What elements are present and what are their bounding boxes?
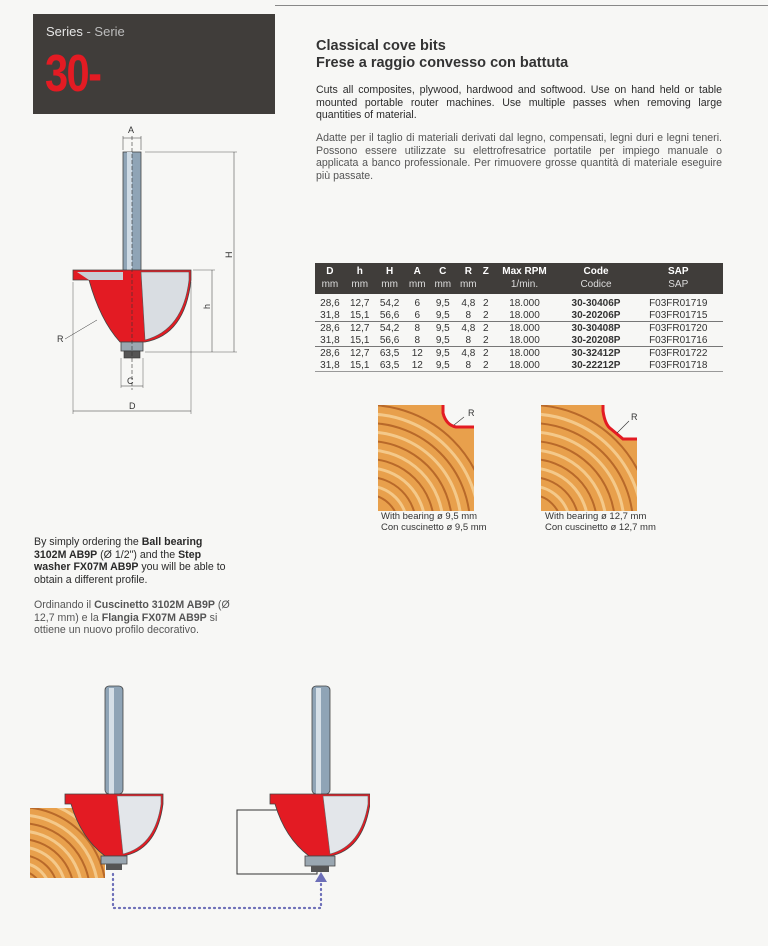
title-en: Classical cove bits: [316, 38, 446, 54]
profile-illustration-1: [378, 405, 488, 511]
cell-a: 6: [414, 297, 421, 309]
series-label: Series - Serie: [46, 24, 125, 39]
cell-c: 9,5: [430, 334, 456, 347]
cell-d: 31,8: [315, 359, 345, 372]
cell-code: 30-20206P: [559, 309, 634, 322]
col-header: A: [404, 263, 430, 278]
cell-z: 2: [482, 347, 489, 359]
cell-rpm: 18.000: [509, 322, 540, 334]
col-unit: mm: [430, 278, 456, 294]
cell-sap: F03FR01718: [634, 359, 724, 372]
col-header: Max RPM: [490, 263, 558, 278]
col-header: SAP: [634, 263, 724, 278]
cell-h: 15,1: [345, 359, 375, 372]
cell-a: 8: [414, 322, 421, 334]
title-it: Frese a raggio convesso con battuta: [316, 55, 569, 71]
col-unit: mm: [375, 278, 405, 294]
cell-code: 30-30406P: [571, 297, 621, 309]
cell-r: 8: [456, 359, 482, 372]
cell-big-h: 56,6: [375, 334, 405, 347]
product-title: [316, 38, 568, 72]
cell-c: 9,5: [435, 322, 450, 334]
table-units-row: [315, 278, 723, 294]
cell-z: 2: [482, 309, 489, 321]
cell-a: 8: [404, 334, 430, 347]
cell-sap: F03FR01722: [649, 347, 708, 359]
cell-z: 2: [482, 359, 489, 371]
cell-z: 2: [482, 322, 489, 334]
cell-d: 28,6: [320, 347, 340, 359]
description-it: Adatte per il taglio di materiali derivati dal legno, compensati, legni duri e legni teneri. Possono essere utilizzate su elettrofresatrice portatile per impiego manuale o applicata a banco professionale. Per rimuovere grosse quantità di materiale eseguire più passate.: [316, 132, 722, 182]
profile-illustration-2: [541, 405, 651, 511]
cell-r: 4,8: [461, 322, 476, 334]
cell-rpm: 18.000: [490, 309, 558, 322]
cell-h: 15,1: [345, 309, 375, 322]
profile-2-caption: [545, 511, 656, 533]
dim-big-h-label: H: [224, 251, 234, 258]
cell-r: 4,8: [461, 297, 476, 309]
cell-code: 30-20208P: [559, 334, 634, 347]
dim-a-label: A: [128, 125, 135, 135]
cell-code: 30-32412P: [571, 347, 621, 359]
col-unit: mm: [315, 278, 345, 294]
cell-rpm: 18.000: [509, 297, 540, 309]
col-unit: mm: [404, 278, 430, 294]
cell-d: 31,8: [315, 334, 345, 347]
cell-sap: F03FR01716: [634, 334, 724, 347]
col-header: Z: [481, 263, 490, 278]
profile-2-caption-it: Con cuscinetto ø 12,7 mm: [545, 522, 656, 533]
col-header: C: [430, 263, 456, 278]
profile-1-caption: [381, 511, 487, 533]
col-unit: mm: [345, 278, 375, 294]
table-row: [315, 322, 723, 335]
dim-small-h-label: h: [202, 303, 212, 309]
cell-r: 8: [456, 334, 482, 347]
bearing-swap-illustration: [25, 678, 370, 914]
cell-r: 8: [456, 309, 482, 322]
col-header: D: [315, 263, 345, 278]
table-row: [315, 347, 723, 360]
top-rule: [275, 5, 768, 6]
cell-sap: F03FR01720: [649, 322, 708, 334]
cell-h: 12,7: [350, 297, 370, 309]
cell-h: 12,7: [350, 322, 370, 334]
profile-1-caption-en: With bearing ø 9,5 mm: [381, 511, 478, 522]
bit-dimension-drawing: [45, 120, 295, 420]
cell-z: 2: [482, 334, 489, 346]
col-header: h: [345, 263, 375, 278]
cell-code: 30-22212P: [559, 359, 634, 372]
cell-rpm: 18.000: [490, 359, 558, 372]
series-number: 30-: [45, 45, 101, 103]
col-header: R: [456, 263, 482, 278]
cell-rpm: 18.000: [490, 334, 558, 347]
cell-h: 15,1: [345, 334, 375, 347]
table-header-row: [315, 263, 723, 278]
dim-d-label: D: [129, 401, 136, 411]
cell-c: 9,5: [430, 359, 456, 372]
profile-2-caption-en: With bearing ø 12,7 mm: [545, 511, 647, 522]
ordering-note-en: By simply ordering the Ball bearing 3102M AB9P (Ø 1/2") and the Step washer FX07M AB9P you will be able to obtain a different profile.: [34, 536, 226, 586]
table-row: [315, 309, 723, 322]
series-badge: [33, 14, 275, 114]
cell-rpm: 18.000: [509, 347, 540, 359]
cell-d: 28,6: [320, 297, 340, 309]
dim-r-label: R: [57, 334, 64, 344]
table-row: [315, 294, 723, 309]
cell-r: 4,8: [461, 347, 476, 359]
table-row: [315, 359, 723, 372]
col-unit: 1/min.: [490, 278, 558, 294]
cell-c: 9,5: [435, 347, 450, 359]
cell-a: 12: [404, 359, 430, 372]
spec-table: [315, 263, 723, 372]
cell-c: 9,5: [430, 309, 456, 322]
cell-a: 12: [411, 347, 423, 359]
cell-sap: F03FR01715: [634, 309, 724, 322]
profile-1-caption-it: Con cuscinetto ø 9,5 mm: [381, 522, 487, 533]
profile-1-r-label: R: [468, 408, 475, 418]
col-unit: [481, 278, 490, 294]
table-row: [315, 334, 723, 347]
cell-d: 31,8: [315, 309, 345, 322]
cell-big-h: 63,5: [375, 359, 405, 372]
dim-c-label: C: [127, 376, 134, 386]
description-en: Cuts all composites, plywood, hardwood and softwood. Use on hand held or table mounted portable router machines. Use multiple passes when removing large quantities of material.: [316, 84, 722, 121]
col-header: H: [375, 263, 405, 278]
col-unit: mm: [456, 278, 482, 294]
cell-d: 28,6: [320, 322, 340, 334]
ordering-note-it: Ordinando il Cuscinetto 3102M AB9P (Ø 12,7 mm) e la Flangia FX07M AB9P si ottiene un nuovo profilo decorativo.: [34, 599, 230, 636]
cell-big-h: 63,5: [379, 347, 400, 359]
cell-big-h: 54,2: [379, 322, 400, 334]
profile-2-r-label: R: [631, 412, 638, 422]
col-unit: Codice: [559, 278, 634, 294]
cell-z: 2: [482, 297, 489, 309]
cell-c: 9,5: [435, 297, 450, 309]
cell-h: 12,7: [350, 347, 370, 359]
col-unit: SAP: [634, 278, 724, 294]
cell-code: 30-30408P: [571, 322, 621, 334]
cell-a: 6: [404, 309, 430, 322]
cell-big-h: 56,6: [375, 309, 405, 322]
cell-big-h: 54,2: [379, 297, 400, 309]
col-header: Code: [559, 263, 634, 278]
cell-sap: F03FR01719: [649, 297, 708, 309]
